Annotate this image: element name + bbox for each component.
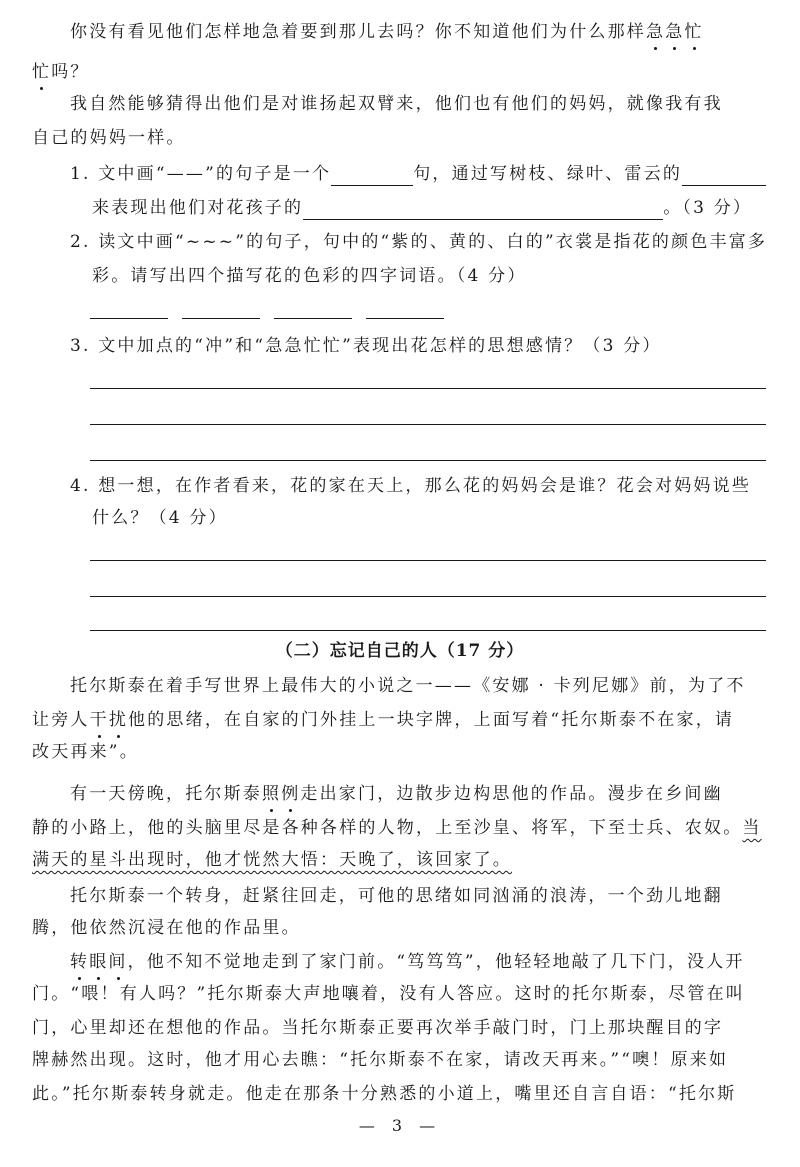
dotted-char: 干 (89, 710, 109, 730)
answer-blank[interactable] (90, 318, 168, 319)
passage-line: 此。”托尔斯泰转身就走。他走在那条十分熟悉的小道上，嘴里还自言自语：“托尔斯 (32, 1084, 737, 1104)
answer-line[interactable] (90, 388, 766, 389)
wavy-underlined-text: 满天的星斗出现时，他才恍然大悟：天晚了，该回家了。 (32, 850, 512, 870)
section-title: （二）忘记自己的人（17 分） (275, 641, 525, 661)
dotted-char: 急 (646, 22, 666, 42)
question-4-cont: 什么？（4 分） (92, 508, 228, 528)
passage-line: 静的小路上，他的头脑里尽是各种各样的人物，上至沙皇、将军，下至士兵、农奴。当 (32, 818, 762, 838)
question-1: 1. 文中画“——”的句子是一个 句，通过写树枝、绿叶、雷云的 (70, 162, 766, 186)
passage-line: 自己的妈妈一样。 (32, 128, 186, 148)
question-4: 4. 想一想，在作者看来，花的家在天上，那么花的妈妈会是谁？花会对妈妈说些 (70, 476, 752, 496)
dotted-char: 忙 (32, 62, 52, 82)
passage-line: 你没有看见他们怎样地急着要到那儿去吗？你不知道他们为什么那样急急忙 (70, 22, 704, 42)
dotted-char: 扰 (108, 710, 129, 730)
passage-line: 牌赫然出现。这时，他才用心去瞧：“托尔斯泰不在家，请改天再来。”“噢！原来如 (32, 1050, 729, 1070)
question-1-cont: 来表现出他们对花孩子的 。（3 分） (92, 198, 753, 218)
dotted-char: 眼 (89, 952, 109, 972)
passage-line: 让旁人干扰他的思绪，在自家的门外挂上一块字牌，上面写着“托尔斯泰不在家，请 (32, 710, 735, 730)
passage-line (32, 848, 512, 872)
question-2-cont: 彩。请写出四个描写花的色彩的四字词语。（4 分） (92, 266, 527, 286)
answer-line[interactable] (90, 460, 766, 461)
passage-line: 托尔斯泰一个转身，赶紧往回走，可他的思绪如同汹涌的浪涛，一个劲儿地翻 (70, 886, 723, 906)
passage-line: 门，心里却还在想他的作品。当托尔斯泰正要再次举手敲门时，门上那块醒目的字 (32, 1018, 724, 1038)
passage-line: 托尔斯泰在着手写世界上最伟大的小说之一——《安娜 · 卡列尼娜》前，为了不 (70, 676, 746, 696)
passage-line: 门。“喂！有人吗？”托尔斯泰大声地嚷着，没有人答应。这时的托尔斯泰，尽管在叫 (32, 984, 745, 1004)
dotted-char: 急 (665, 22, 685, 42)
dotted-char: 间 (108, 952, 128, 972)
wavy-underlined-text: 当 (742, 818, 762, 838)
passage-line: 腾，他依然沉浸在他的作品里。 (32, 918, 301, 938)
answer-blank[interactable] (274, 318, 352, 319)
page-number: — 3 — (358, 1116, 442, 1135)
answer-line[interactable] (90, 424, 766, 425)
passage-line: 改天再来”。 (32, 742, 139, 762)
dotted-char: 忙 (684, 22, 704, 42)
answer-blank[interactable] (366, 318, 444, 319)
question-2: 2. 读文中画“~~~”的句子，句中的“紫的、黄的、白的”衣裳是指花的颜色丰富多 (70, 232, 768, 252)
answer-blank[interactable] (331, 167, 413, 186)
answer-line[interactable] (90, 560, 766, 561)
dotted-char: 转 (70, 952, 90, 972)
passage-line: 忙吗？ (32, 62, 90, 82)
passage-line: 转眼间，他不知不觉地走到了家门前。“笃笃笃”，他轻轻地敲了几下门，没人开 (70, 952, 745, 972)
dotted-char: 例 (281, 784, 301, 804)
answer-line[interactable] (90, 630, 766, 631)
answer-blank[interactable] (303, 201, 663, 220)
dotted-char: 照 (262, 784, 282, 804)
answer-blank[interactable] (182, 318, 260, 319)
passage-line: 有一天傍晚，托尔斯泰照例走出家门，边散步边构思他的作品。漫步在乡间幽 (70, 784, 723, 804)
passage-line: 我自然能够猜得出他们是对谁扬起双臂来，他们也有他们的妈妈，就像我有我 (70, 94, 723, 114)
answer-line[interactable] (90, 596, 766, 597)
question-3: 3. 文中加点的“冲”和“急急忙忙”表现出花怎样的思想感情？（3 分） (70, 336, 662, 356)
answer-blank[interactable] (682, 167, 766, 186)
